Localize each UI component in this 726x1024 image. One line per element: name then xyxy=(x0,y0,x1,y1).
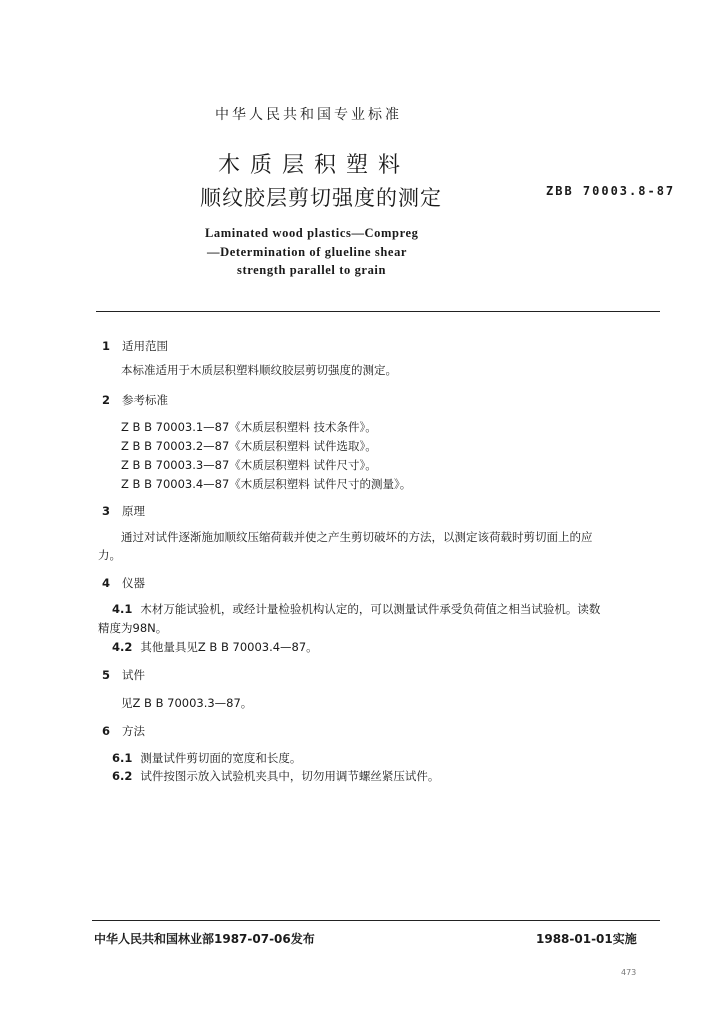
clause-4-2 xyxy=(112,639,318,655)
english-title-line1: Laminated wood plastics—Compreg xyxy=(205,226,419,240)
clause-6-2 xyxy=(112,768,439,784)
section-2-heading xyxy=(102,392,168,408)
section-3-heading xyxy=(102,503,145,519)
section-title: 方法 xyxy=(122,724,145,738)
standard-code: ZBB 70003.8-87 xyxy=(546,184,676,198)
clause-text: 试件按图示放入试验机夹具中，切勿用调节螺丝紧压试件。 xyxy=(140,769,440,783)
section-number: 5 xyxy=(102,668,111,682)
clause-text: 测量试件剪切面的宽度和长度。 xyxy=(140,751,302,765)
section-3-text-cont: 力。 xyxy=(98,548,121,562)
section-1-text: 本标准适用于木质层积塑料顺纹胶层剪切强度的测定。 xyxy=(121,363,397,377)
section-title: 适用范围 xyxy=(122,339,168,353)
effective-date: 1988-01-01实施 xyxy=(536,932,637,946)
reference-item: Z B B 70003.1—87《木质层积塑料 技术条件》。 xyxy=(121,420,377,434)
english-title-line3: strength parallel to grain xyxy=(237,263,387,277)
page-number: 473 xyxy=(621,968,637,977)
section-3-text: 通过对试件逐渐施加顺纹压缩荷载并使之产生剪切破坏的方法，以测定该荷载时剪切面上的应 xyxy=(121,530,593,544)
header-divider xyxy=(96,311,660,312)
section-number: 6 xyxy=(102,724,111,738)
reference-item: Z B B 70003.3—87《木质层积塑料 试件尺寸》。 xyxy=(121,458,377,472)
section-title: 参考标准 xyxy=(122,393,168,407)
section-5-heading xyxy=(102,667,145,683)
clause-text: 木材万能试验机，或经计量检验机构认定的，可以测量试件承受负荷值之相当试验机。读数 xyxy=(140,602,601,616)
section-title: 仪器 xyxy=(122,576,145,590)
section-1-heading xyxy=(102,338,168,354)
clause-number: 6.2 xyxy=(112,769,133,783)
section-number: 4 xyxy=(102,576,111,590)
reference-item: Z B B 70003.4—87《木质层积塑料 试件尺寸的测量》。 xyxy=(121,477,412,491)
footer-divider xyxy=(92,920,660,921)
clause-4-1-cont: 精度为98N。 xyxy=(98,621,168,635)
document-title-line2: 顺纹胶层剪切强度的测定 xyxy=(200,186,442,210)
clause-6-1 xyxy=(112,750,301,766)
clause-number: 6.1 xyxy=(112,751,133,765)
section-4-heading xyxy=(102,575,145,591)
english-title-line2: —Determination of glueline shear xyxy=(207,245,408,259)
section-number: 1 xyxy=(102,339,111,353)
section-number: 2 xyxy=(102,393,111,407)
section-5-text: 见Z B B 70003.3—87。 xyxy=(121,696,253,710)
reference-item: Z B B 70003.2—87《木质层积塑料 试件选取》。 xyxy=(121,439,377,453)
issued-by-date: 中华人民共和国林业部1987-07-06发布 xyxy=(94,932,315,946)
section-title: 试件 xyxy=(122,668,145,682)
section-title: 原理 xyxy=(122,504,145,518)
clause-number: 4.2 xyxy=(112,640,133,654)
clause-text: 其他量具见Z B B 70003.4—87。 xyxy=(140,640,318,654)
section-number: 3 xyxy=(102,504,111,518)
standard-category-header: 中华人民共和国专业标准 xyxy=(215,107,402,123)
clause-number: 4.1 xyxy=(112,602,133,616)
clause-4-1 xyxy=(112,601,600,617)
section-6-heading xyxy=(102,723,145,739)
document-title-line1: 木质层积塑料 xyxy=(218,153,411,178)
